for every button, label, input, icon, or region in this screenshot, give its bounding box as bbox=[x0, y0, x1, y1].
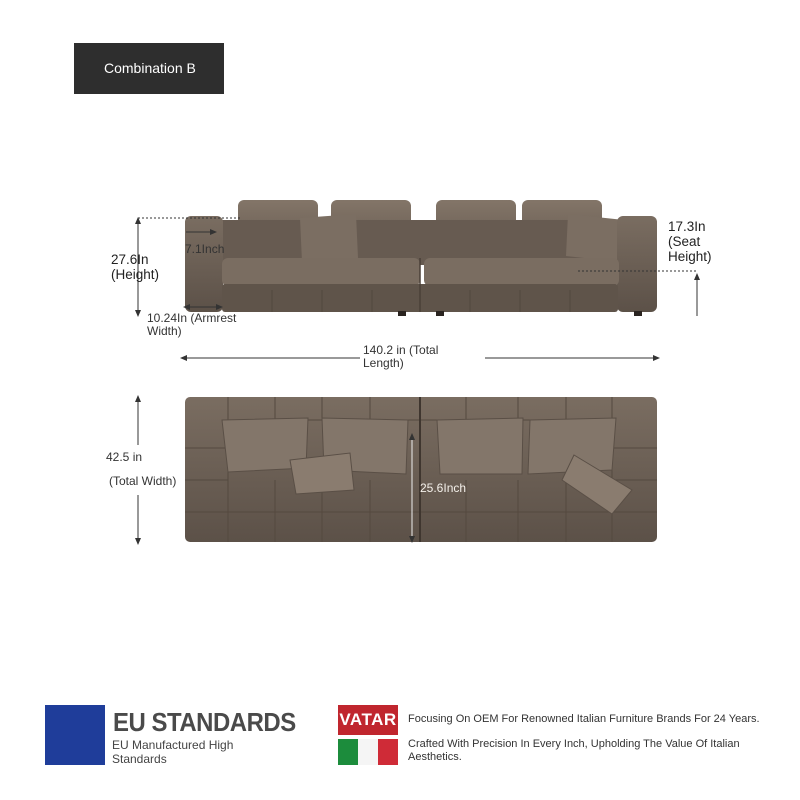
oem-claim: Focusing On OEM For Renowned Italian Furniture Brands For 24 Years. bbox=[408, 713, 760, 725]
seat-depth-label: 25.6Inch bbox=[420, 481, 467, 495]
eu-standards-subtitle: EU Manufactured High Standards bbox=[112, 738, 234, 766]
height-label: 27.6In (Height) bbox=[111, 252, 160, 282]
brand-logo: VATAR bbox=[338, 705, 398, 735]
total-width-caption: (Total Width) bbox=[109, 474, 177, 488]
seat-height-label: 17.3In (Seat Height) bbox=[668, 219, 712, 264]
sofa-front-view bbox=[185, 200, 657, 316]
combination-tag: Combination B bbox=[74, 43, 224, 94]
total-width-value: 42.5 in bbox=[106, 450, 143, 464]
sofa-top-view bbox=[185, 397, 657, 542]
total-length-label: 140.2 in (Total Length) bbox=[363, 343, 439, 370]
craft-claim: Crafted With Precision In Every Inch, Upholding The Value Of Italian Aesthetics. bbox=[408, 738, 740, 763]
eu-flag-icon bbox=[45, 705, 105, 765]
armrest-width-label: 10.24In (Armrest Width) bbox=[147, 311, 237, 338]
armrest-height-label: 7.1Inch bbox=[185, 242, 225, 256]
eu-standards-title: EU STANDARDS bbox=[113, 707, 296, 737]
italy-flag-icon bbox=[338, 739, 398, 765]
